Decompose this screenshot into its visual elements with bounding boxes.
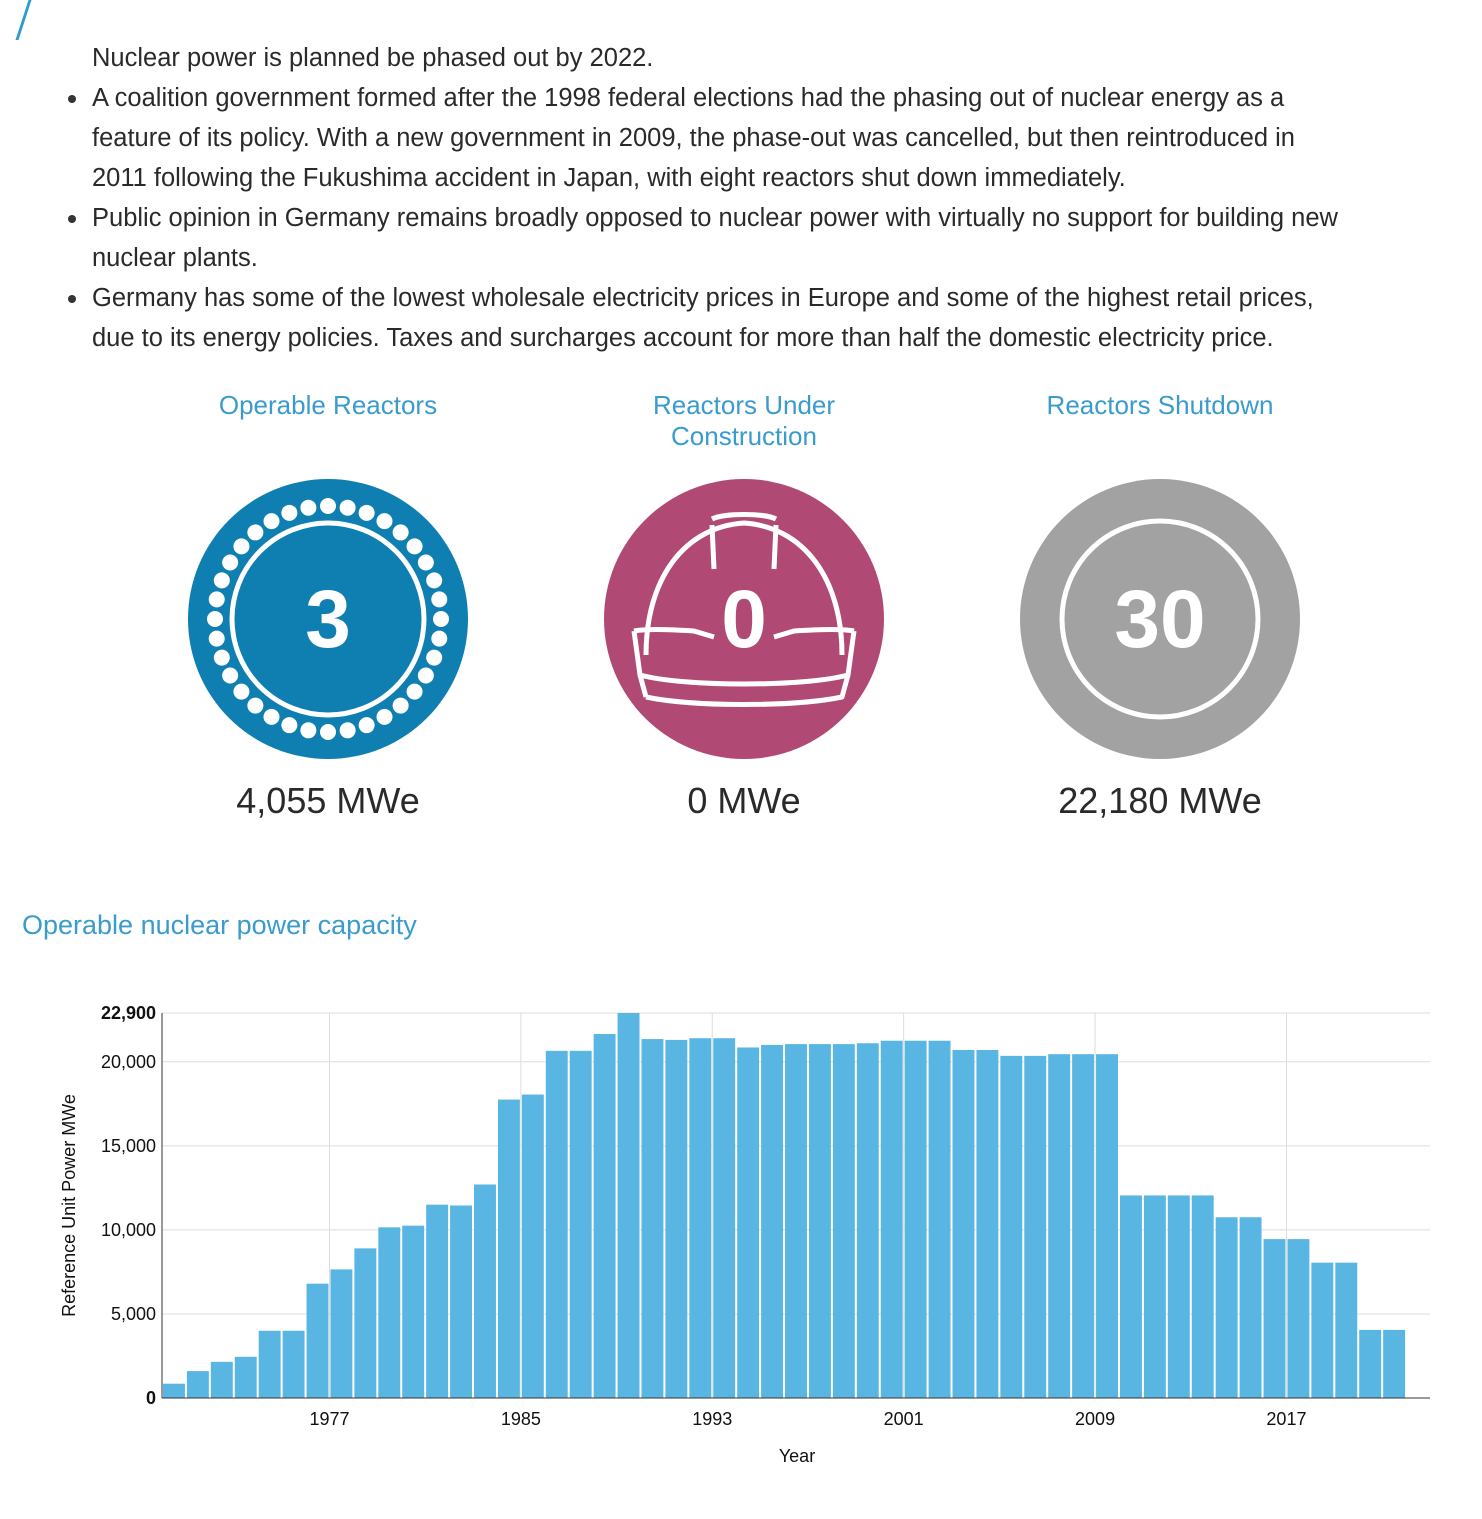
ring-dot [247,524,263,540]
ring-dot [222,668,238,684]
ring-dot [377,513,393,529]
bar [1168,1195,1190,1398]
bar [450,1206,472,1399]
bar [1264,1239,1286,1398]
x-tick-label: 2017 [1266,1409,1307,1429]
y-tick-label: 5,000 [110,1303,156,1324]
ring-dot [426,650,442,666]
x-tick-label: 2009 [1075,1409,1116,1429]
bar [187,1371,209,1398]
ring-dot [340,500,356,516]
x-tick-label: 1977 [309,1409,350,1429]
bar [1359,1330,1381,1398]
bar [953,1050,975,1398]
operable-reactors-icon [188,479,468,759]
bar [929,1041,951,1398]
ring-dot [207,611,223,627]
ring-dot [393,698,409,714]
chart-title: Operable nuclear power capacity [22,910,417,940]
ring-dot [359,505,375,521]
hard-hat-icon [604,479,884,759]
y-tick-label: 10,000 [100,1219,156,1240]
decorative-slash [16,0,32,40]
bar [163,1384,185,1398]
chart-bars [163,1013,1405,1398]
operable-reactors-title: Operable Reactors [218,390,438,420]
bar [211,1362,233,1398]
bar [1000,1056,1022,1398]
bar [259,1331,281,1398]
y-axis-label: Reference Unit Power MWe [59,1094,79,1317]
bar [402,1226,424,1398]
ring-dot [359,717,375,733]
ring-dot [233,684,249,700]
intro-line: Nuclear power is planned be phased out by 2022. [92,44,654,72]
ring-dot [418,668,434,684]
y-tick-label: 20,000 [100,1051,156,1072]
ring-dot [222,555,238,571]
capacity-bar-chart [0,990,1482,1480]
construction-reactors-title: Reactors Under Construction [652,390,836,451]
ring-dot [300,500,316,516]
bar [665,1040,687,1398]
bar [857,1043,879,1398]
bar [737,1047,759,1398]
bullet-coalition: A coalition government formed after the 1998 federal elections had the phasing out of nuclear energy as a feature of its policy. With a new government in 2009, the phase-out was cancelled, but then reintroduced in 2011 following the Fukushima accident in Japan, with eight reactors shut down immediately. [66,78,1466,198]
ring-dot [431,631,447,647]
ring-dot [264,513,280,529]
ring-dot [407,684,423,700]
bar [426,1205,448,1398]
ring-dot [281,505,297,521]
bar [283,1331,305,1398]
y-tick-label: 22,900 [100,1003,156,1023]
bar [354,1248,376,1398]
x-tick-label: 2001 [883,1409,924,1429]
shutdown-reactors-title: Reactors Shutdown [1046,390,1274,420]
ring-dot [431,591,447,607]
ring-dot [377,709,393,725]
bar [761,1045,783,1398]
bar [1072,1054,1094,1398]
bar [1120,1195,1142,1398]
bar [1240,1217,1262,1398]
construction-reactors-count: 0 [721,574,767,665]
bar [1192,1195,1214,1398]
bar [976,1050,998,1398]
ring-dot [264,709,280,725]
bar [378,1227,400,1398]
ring-dot [247,698,263,714]
shutdown-reactors-count: 30 [1114,574,1206,665]
bar [833,1044,855,1398]
bar [570,1051,592,1398]
bar [546,1051,568,1398]
bar [905,1041,927,1398]
bar [1144,1195,1166,1398]
bar [330,1269,352,1398]
ring-dot [214,572,230,588]
bar [1335,1263,1357,1398]
y-tick-label: 15,000 [100,1135,156,1156]
bar [235,1357,257,1398]
bar [881,1041,903,1398]
ring-dot [320,724,336,740]
operable-reactors-count: 3 [305,574,351,665]
bar [522,1095,544,1398]
shutdown-reactors-icon [1020,479,1300,759]
bullet-list [66,78,1466,358]
bullet-prices: Germany has some of the lowest wholesale electricity prices in Europe and some of the highest retail prices, due to its energy policies. Taxes and surcharges account for more than half the domestic electricity price. [66,278,1466,358]
bar [641,1039,663,1398]
ring-dot [418,555,434,571]
bar [307,1284,329,1398]
ring-dot [407,538,423,554]
ring-dot [340,722,356,738]
ring-dot [433,611,449,627]
bar [689,1038,711,1398]
bar [1311,1263,1333,1398]
construction-reactors-mwe: 0 MWe [687,780,801,821]
bar [1096,1054,1118,1398]
bar [1287,1239,1309,1398]
ring-dot [233,538,249,554]
ring-dot [209,631,225,647]
bullet-public-opinion: Public opinion in Germany remains broadly opposed to nuclear power with virtually no support for building new nuclear plants. [66,198,1466,278]
bar [1048,1054,1070,1398]
bar [1216,1217,1238,1398]
operable-reactors-mwe: 4,055 MWe [236,780,420,821]
bar [474,1184,496,1398]
bar [618,1013,640,1398]
ring-dot [393,524,409,540]
ring-dot [214,650,230,666]
x-axis-label: Year [778,1446,816,1466]
ring-dot [426,572,442,588]
bar [1024,1056,1046,1398]
ring-dot [320,498,336,514]
bar [1383,1330,1405,1398]
bar [785,1044,807,1398]
ring-dot [281,717,297,733]
shutdown-reactors-mwe: 22,180 MWe [1058,780,1262,821]
bar [498,1100,520,1398]
x-tick-label: 1993 [692,1409,733,1429]
bar [809,1044,831,1398]
bar [713,1038,735,1398]
ring-dot [300,722,316,738]
y-tick-label: 0 [145,1388,156,1408]
ring-dot [209,591,225,607]
bar [594,1034,616,1398]
x-tick-label: 1985 [500,1409,541,1429]
